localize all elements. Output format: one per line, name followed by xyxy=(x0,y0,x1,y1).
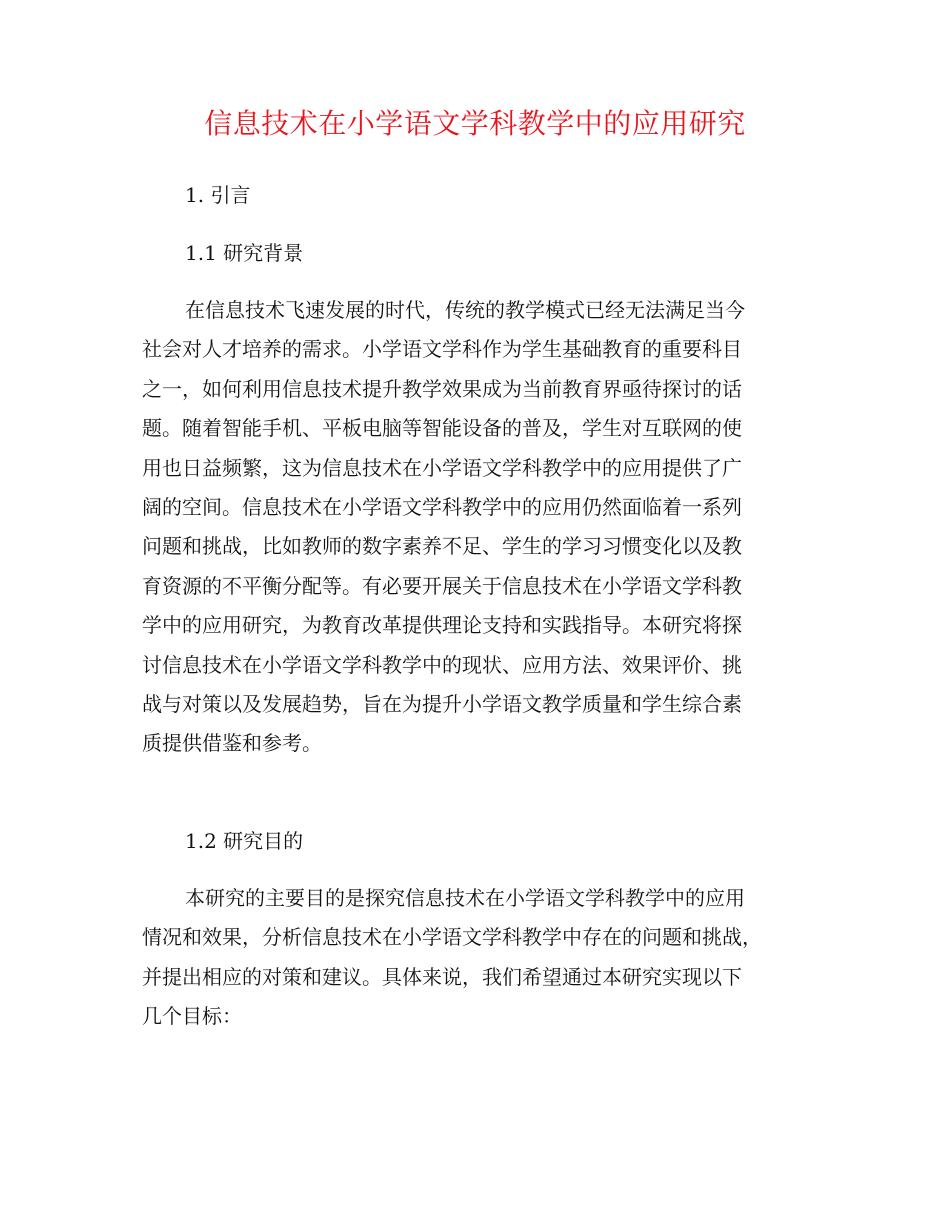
paragraph-background xyxy=(142,291,842,764)
paragraph-line: 问题和挑战，比如教师的数字素养不足、学生的学习习惯变化以及教 xyxy=(142,534,742,559)
paragraph-purpose xyxy=(142,879,842,1037)
section-heading-purpose: 1.2 研究目的 xyxy=(185,829,304,853)
paragraph-line: 之一，如何利用信息技术提升教学效果成为当前教育界亟待探讨的话 xyxy=(142,376,742,401)
paragraph-line: 社会对人才培养的需求。小学语文学科作为学生基础教育的重要科目 xyxy=(142,337,742,362)
section-heading-intro: 1. 引言 xyxy=(185,183,251,207)
document-title: 信息技术在小学语文学科教学中的应用研究 xyxy=(204,107,746,140)
paragraph-line: 并提出相应的对策和建议。具体来说，我们希望通过本研究实现以下 xyxy=(142,964,742,989)
paragraph-line: 题。随着智能手机、平板电脑等智能设备的普及，学生对互联网的使 xyxy=(142,416,742,441)
paragraph-line: 学中的应用研究，为教育改革提供理论支持和实践指导。本研究将探 xyxy=(142,613,742,638)
paragraph-line: 在信息技术飞速发展的时代，传统的教学模式已经无法满足当今 xyxy=(185,298,745,322)
paragraph-line: 战与对策以及发展趋势，旨在为提升小学语文教学质量和学生综合素 xyxy=(142,691,742,716)
paragraph-line: 质提供借鉴和参考。 xyxy=(142,731,322,756)
paragraph-line: 讨信息技术在小学语文学科教学中的现状、应用方法、效果评价、挑 xyxy=(142,652,742,677)
paragraph-line: 本研究的主要目的是探究信息技术在小学语文学科教学中的应用 xyxy=(185,886,745,910)
section-heading-background: 1.1 研究背景 xyxy=(185,241,304,265)
paragraph-line: 阔的空间。信息技术在小学语文学科教学中的应用仍然面临着一系列 xyxy=(142,494,742,519)
paragraph-line: 情况和效果，分析信息技术在小学语文学科教学中存在的问题和挑战， xyxy=(142,925,762,950)
paragraph-line: 育资源的不平衡分配等。有必要开展关于信息技术在小学语文学科教 xyxy=(142,573,742,598)
paragraph-line: 用也日益频繁，这为信息技术在小学语文学科教学中的应用提供了广 xyxy=(142,455,742,480)
paragraph-line: 几个目标： xyxy=(142,1004,242,1029)
